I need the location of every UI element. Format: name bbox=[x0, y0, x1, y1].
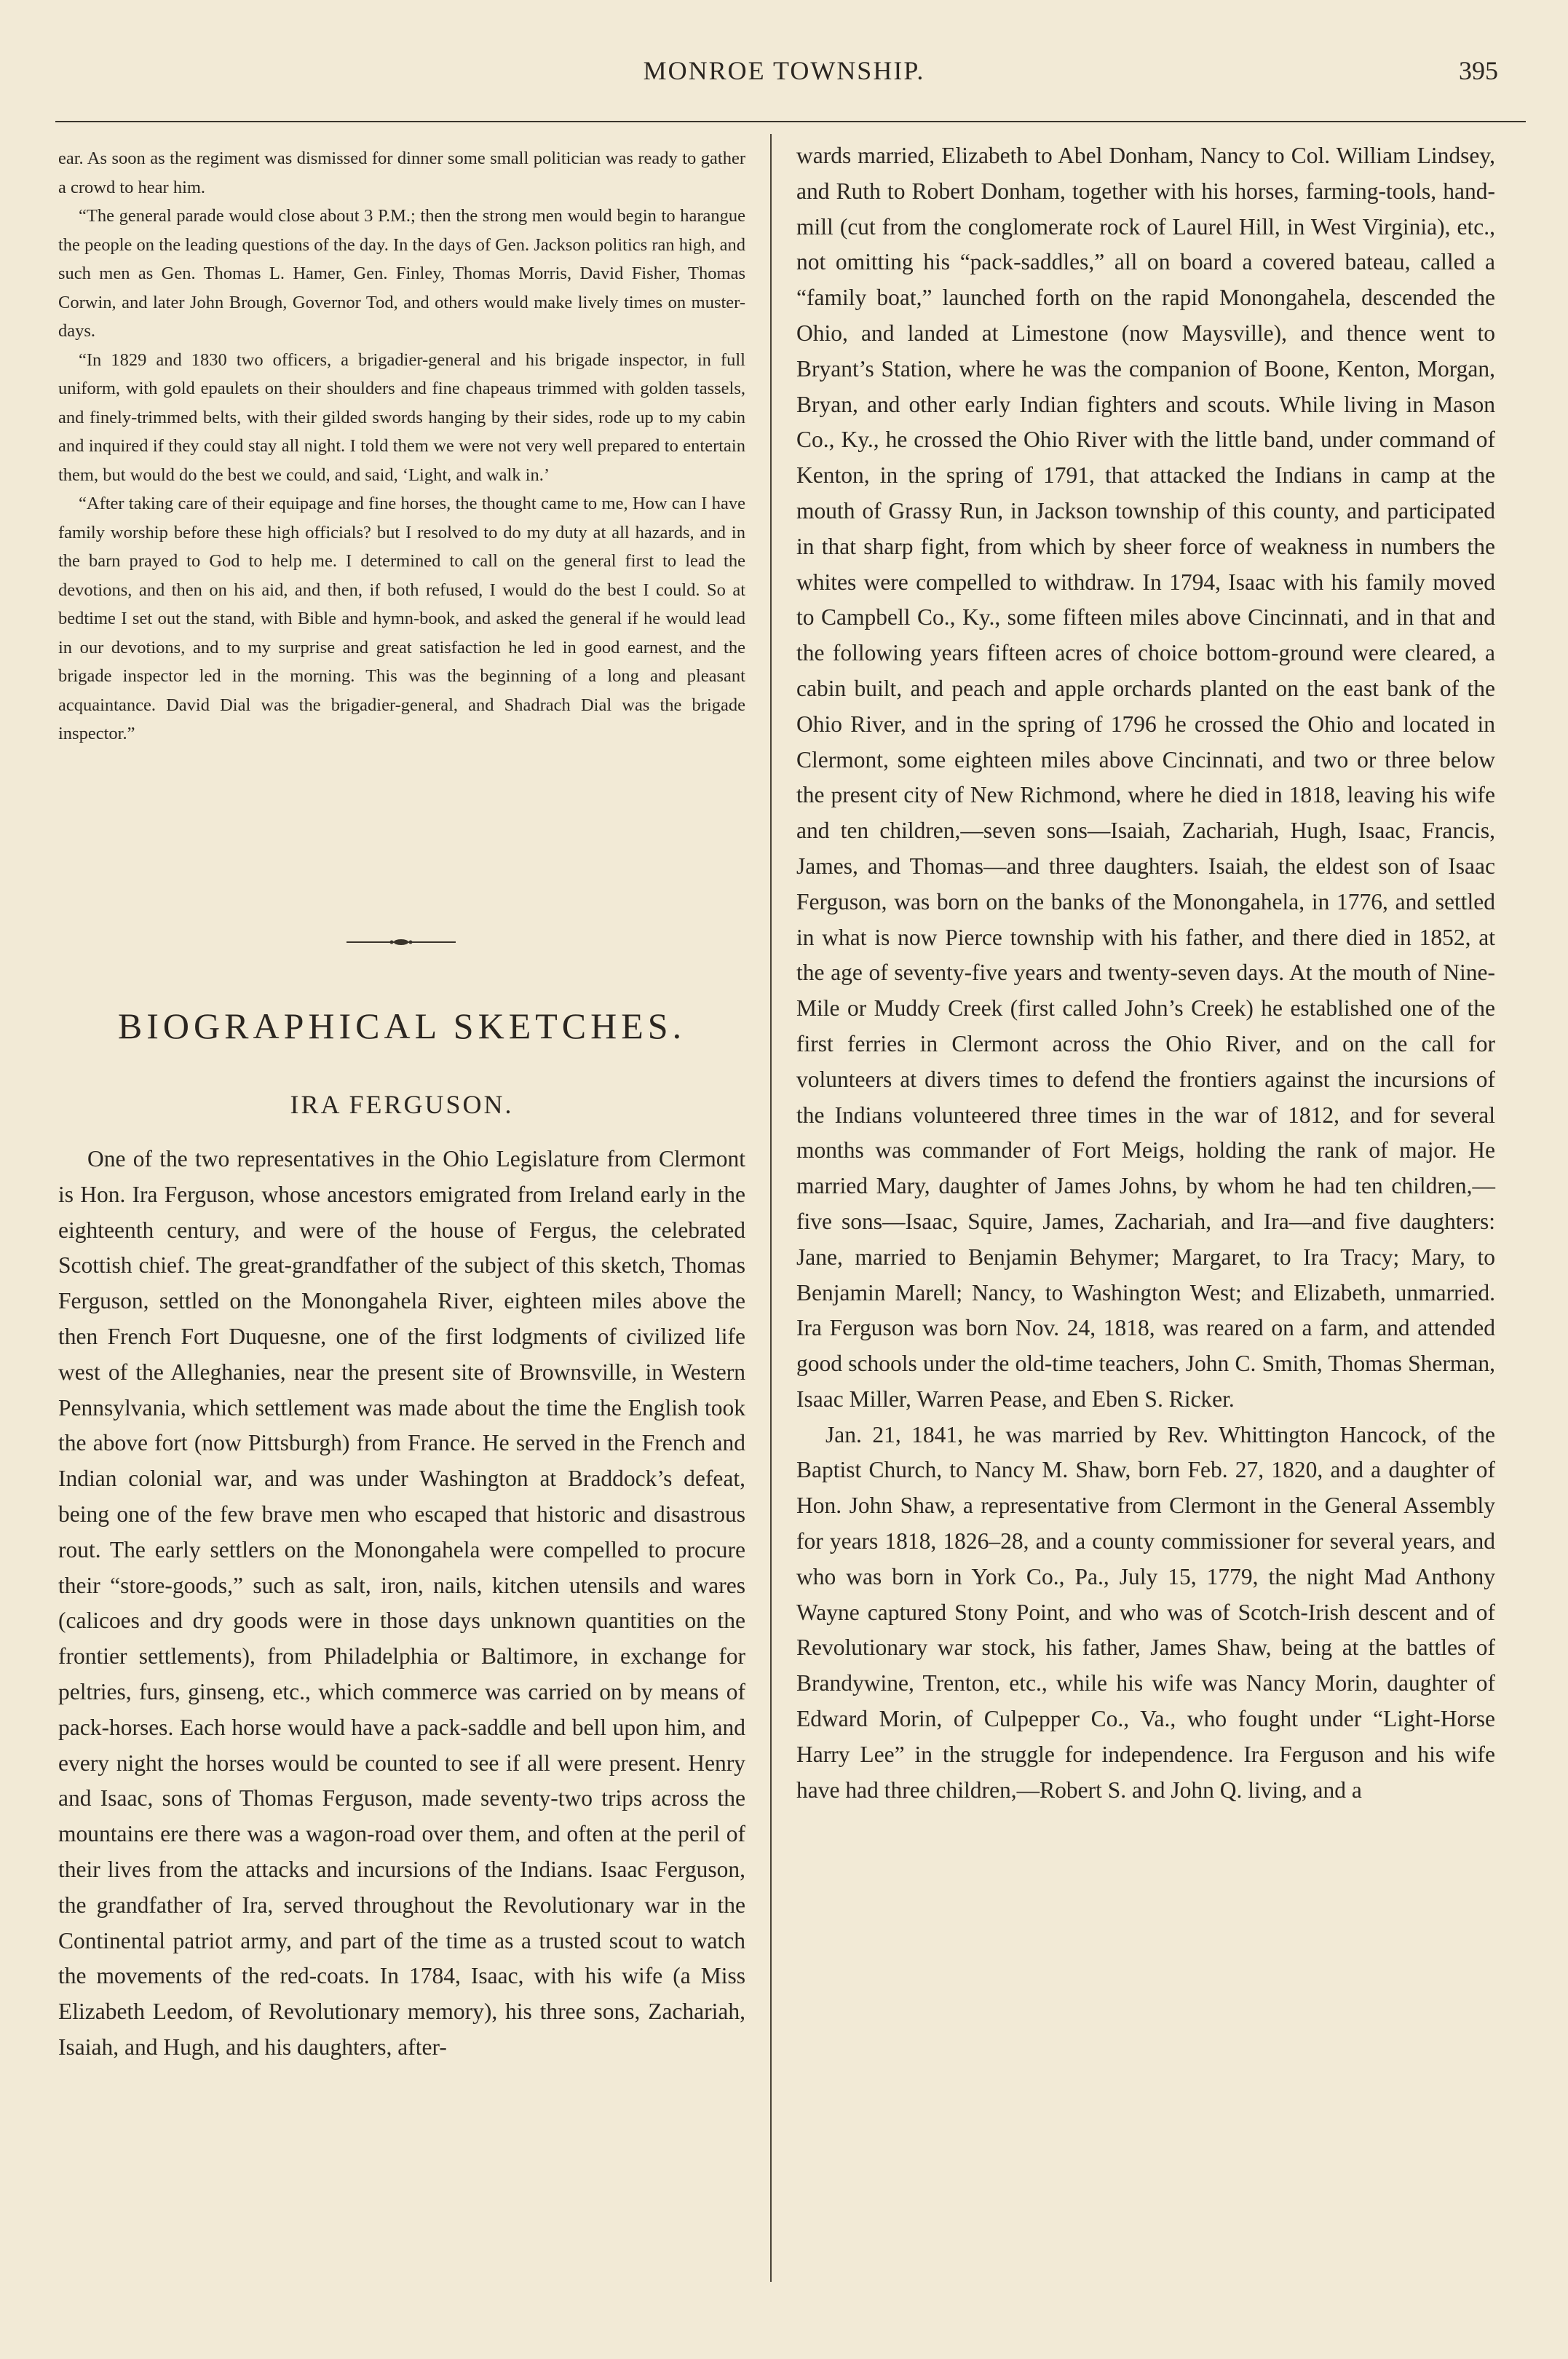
bio-right-column bbox=[796, 138, 1495, 1808]
quote-paragraph: “The general parade would close about 3 P.M.; then the strong men would begin to harangue the people on the leading questions of the day. In the days of Gen. Jackson politics ran high, and such men as Gen. Thomas L. Hamer, Gen. Finley, Thomas Morris, David Fisher, Thomas Corwin, and later John Brough, Governor Tod, and others would make lively times on muster-days. bbox=[58, 206, 745, 341]
quote-paragraph: “In 1829 and 1830 two officers, a brigadier-general and his brigade inspector, in full uniform, with gold epaulets on their shoulders and fine chapeaus trimmed with golden tassels, and finely-trimmed belts, with their gilded swords hanging by their sides, rode up to my cabin and inquired if they could stay all night. I told them we were not very well prepared to entertain them, but would do the best we could, and said, ‘Light, and walk in.’ bbox=[58, 349, 745, 485]
bio-paragraph: One of the two representatives in the Ohio Legislature from Clermont is Hon. Ira Ferguson, whose ancestors emigrated from Ireland early in the eighteenth century, and were of the house of Fergus, the celebrated Scottish chief. The great-grandfather of the subject of this sketch, Thomas Ferguson, settled on the Monongahela River, eighteen miles above the then French Fort Duquesne, one of the first lodgments of civilized life west of the Alleghanies, near the present site of Brownsville, in Western Pennsylvania, which settlement was made about the time the English took the above fort (now Pittsburgh) from France. He served in the French and Indian colonial war, and was under Washington at Braddock’s defeat, being one of the few brave men who escaped that historic and disastrous rout. The early settlers on the Monongahela were compelled to procure their “store-goods,” such as salt, iron, nails, kitchen utensils and wares (calicoes and dry goods were in those days unknown quantities on the frontier settlements), from Philadelphia or Baltimore, in exchange for peltries, furs, ginseng, etc., which commerce was carried on by means of pack-horses. Each horse would have a pack-saddle and bell upon him, and every night the horses would be counted to see if all were present. Henry and Isaac, sons of Thomas Ferguson, made seventy-two trips across the mountains ere there was a wagon-road over them, and often at the peril of their lives from the attacks and incursions of the Indians. Isaac Ferguson, the grandfather of Ira, served throughout the Revolutionary war in the Continental patriot army, and part of the time as a trusted scout to watch the movements of the red-coats. In 1784, Isaac, with his wife (a Miss Elizabeth Leedom, of Revolutionary memory), his three sons, Zachariah, Isaiah, and Hugh, and his daughters, after- bbox=[58, 1146, 745, 2060]
bio-paragraph: Jan. 21, 1841, he was married by Rev. Whittington Hancock, of the Baptist Church, to Nancy M. Shaw, born Feb. 27, 1820, and a daughter of Hon. John Shaw, a representative from Clermont in the General Assembly for years 1818, 1826–28, and a county commissioner for several years, and who was born in York Co., Pa., July 15, 1779, the night Mad Anthony Wayne captured Stony Point, and who was of Scotch-Irish descent and of Revolutionary war stock, his father, James Shaw, being at the battles of Brandywine, Trenton, etc., while his wife was Nancy Morin, daughter of Edward Morin, of Culpepper Co., Va., who fought under “Light-Horse Harry Lee” in the struggle for independence. Ira Ferguson and his wife have had three children,—Robert S. and John Q. living, and a bbox=[796, 1421, 1495, 1803]
ornament-divider bbox=[347, 935, 456, 949]
subject-heading: IRA FERGUSON. bbox=[290, 1090, 514, 1119]
running-title: MONROE TOWNSHIP. bbox=[643, 56, 925, 85]
section-heading: BIOGRAPHICAL SKETCHES. bbox=[117, 1005, 686, 1046]
page-header bbox=[0, 55, 1568, 99]
page-number: 395 bbox=[1459, 56, 1498, 85]
header-rule bbox=[55, 121, 1526, 122]
bio-paragraph: wards married, Elizabeth to Abel Donham, Nancy to Col. William Lindsey, and Ruth to Robert Donham, together with his horses, farming-tools, hand-mill (cut from the conglomerate rock of Laurel Hill, in West Virginia), etc., not omitting his “pack-saddles,” all on board a covered bateau, called a “family boat,” launched forth on the rapid Monongahela, descended the Ohio, and landed at Limestone (now Maysville), and thence went to Bryant’s Station, where he was the companion of Boone, Kenton, Morgan, Bryan, and other early Indian fighters and scouts. While living in Mason Co., Ky., he crossed the Ohio River with the little band, under command of Kenton, in the spring of 1791, that attacked the Indians in camp at the mouth of Grassy Run, in Jackson township of this county, and participated in that sharp fight, from which by sheer force of weakness in numbers the whites were compelled to withdraw. In 1794, Isaac with his family moved to Campbell Co., Ky., some fifteen miles above Cincinnati, and in that and the following years fifteen acres of choice bottom-ground were cleared, a cabin built, and peach and apple orchards planted on the east bank of the Ohio River, and in the spring of 1796 he crossed the Ohio and located in Clermont, some eighteen miles above Cincinnati, and two or three below the present city of New Richmond, where he died in 1818, leaving his wife and ten children,—seven sons—Isaiah, Zachariah, Hugh, Isaac, Francis, James, and Thomas—and three daughters. Isaiah, the eldest son of Isaac Ferguson, was born on the banks of the Monongahela, in 1776, and settled in what is now Pierce township with his father, and there died in 1852, at the age of seventy-five years and twenty-seven days. At the mouth of Nine-Mile or Muddy Creek (first called John’s Creek) he established one of the first ferries in Clermont across the Ohio River, and on the call for volunteers at divers times to defend the frontiers against the incursions of the Indians volunteered three times in the war of 1812, and for several months was commander of Fort Meigs, holding the rank of major. He married Mary, daughter of James Johns, by whom he had ten children,—five sons—Isaac, Squire, James, Zachariah, and Ira—and five daughters: Jane, married to Benjamin Behymer; Margaret, to Ira Tracy; Mary, to Benjamin Marell; Nancy, to Washington West; and Elizabeth, unmarried. Ira Ferguson was born Nov. 24, 1818, was reared on a farm, and attended good schools under the old-time teachers, John C. Smith, Thomas Sherman, Isaac Miller, Warren Pease, and Eben S. Ricker. bbox=[796, 143, 1495, 1412]
quote-paragraph: ear. As soon as the regiment was dismissed for dinner some small politician was ready to gather a crowd to hear him. bbox=[58, 149, 745, 197]
quote-paragraph: “After taking care of their equipage and fine horses, the thought came to me, How can I have family worship before these high officials? but I resolved to do my duty at all hazards, and in the barn prayed to God to help me. I determined to call on the general first to lead the devotions, and then on his aid, and then, if both refused, I would do the best I could. So at bedtime I set out the stand, with Bible and hymn-book, and asked the general if he would lead in our devotions, and to my surprise and great satisfaction he led in good earnest, and the brigade inspector led in the morning. This was the beginning of a long and pleasant acquaintance. David Dial was the brigadier-general, and Shadrach Dial was the brigade inspector.” bbox=[58, 494, 745, 743]
quote-block bbox=[58, 144, 745, 748]
bio-left-column bbox=[58, 1142, 745, 2066]
column-divider bbox=[770, 134, 772, 2282]
